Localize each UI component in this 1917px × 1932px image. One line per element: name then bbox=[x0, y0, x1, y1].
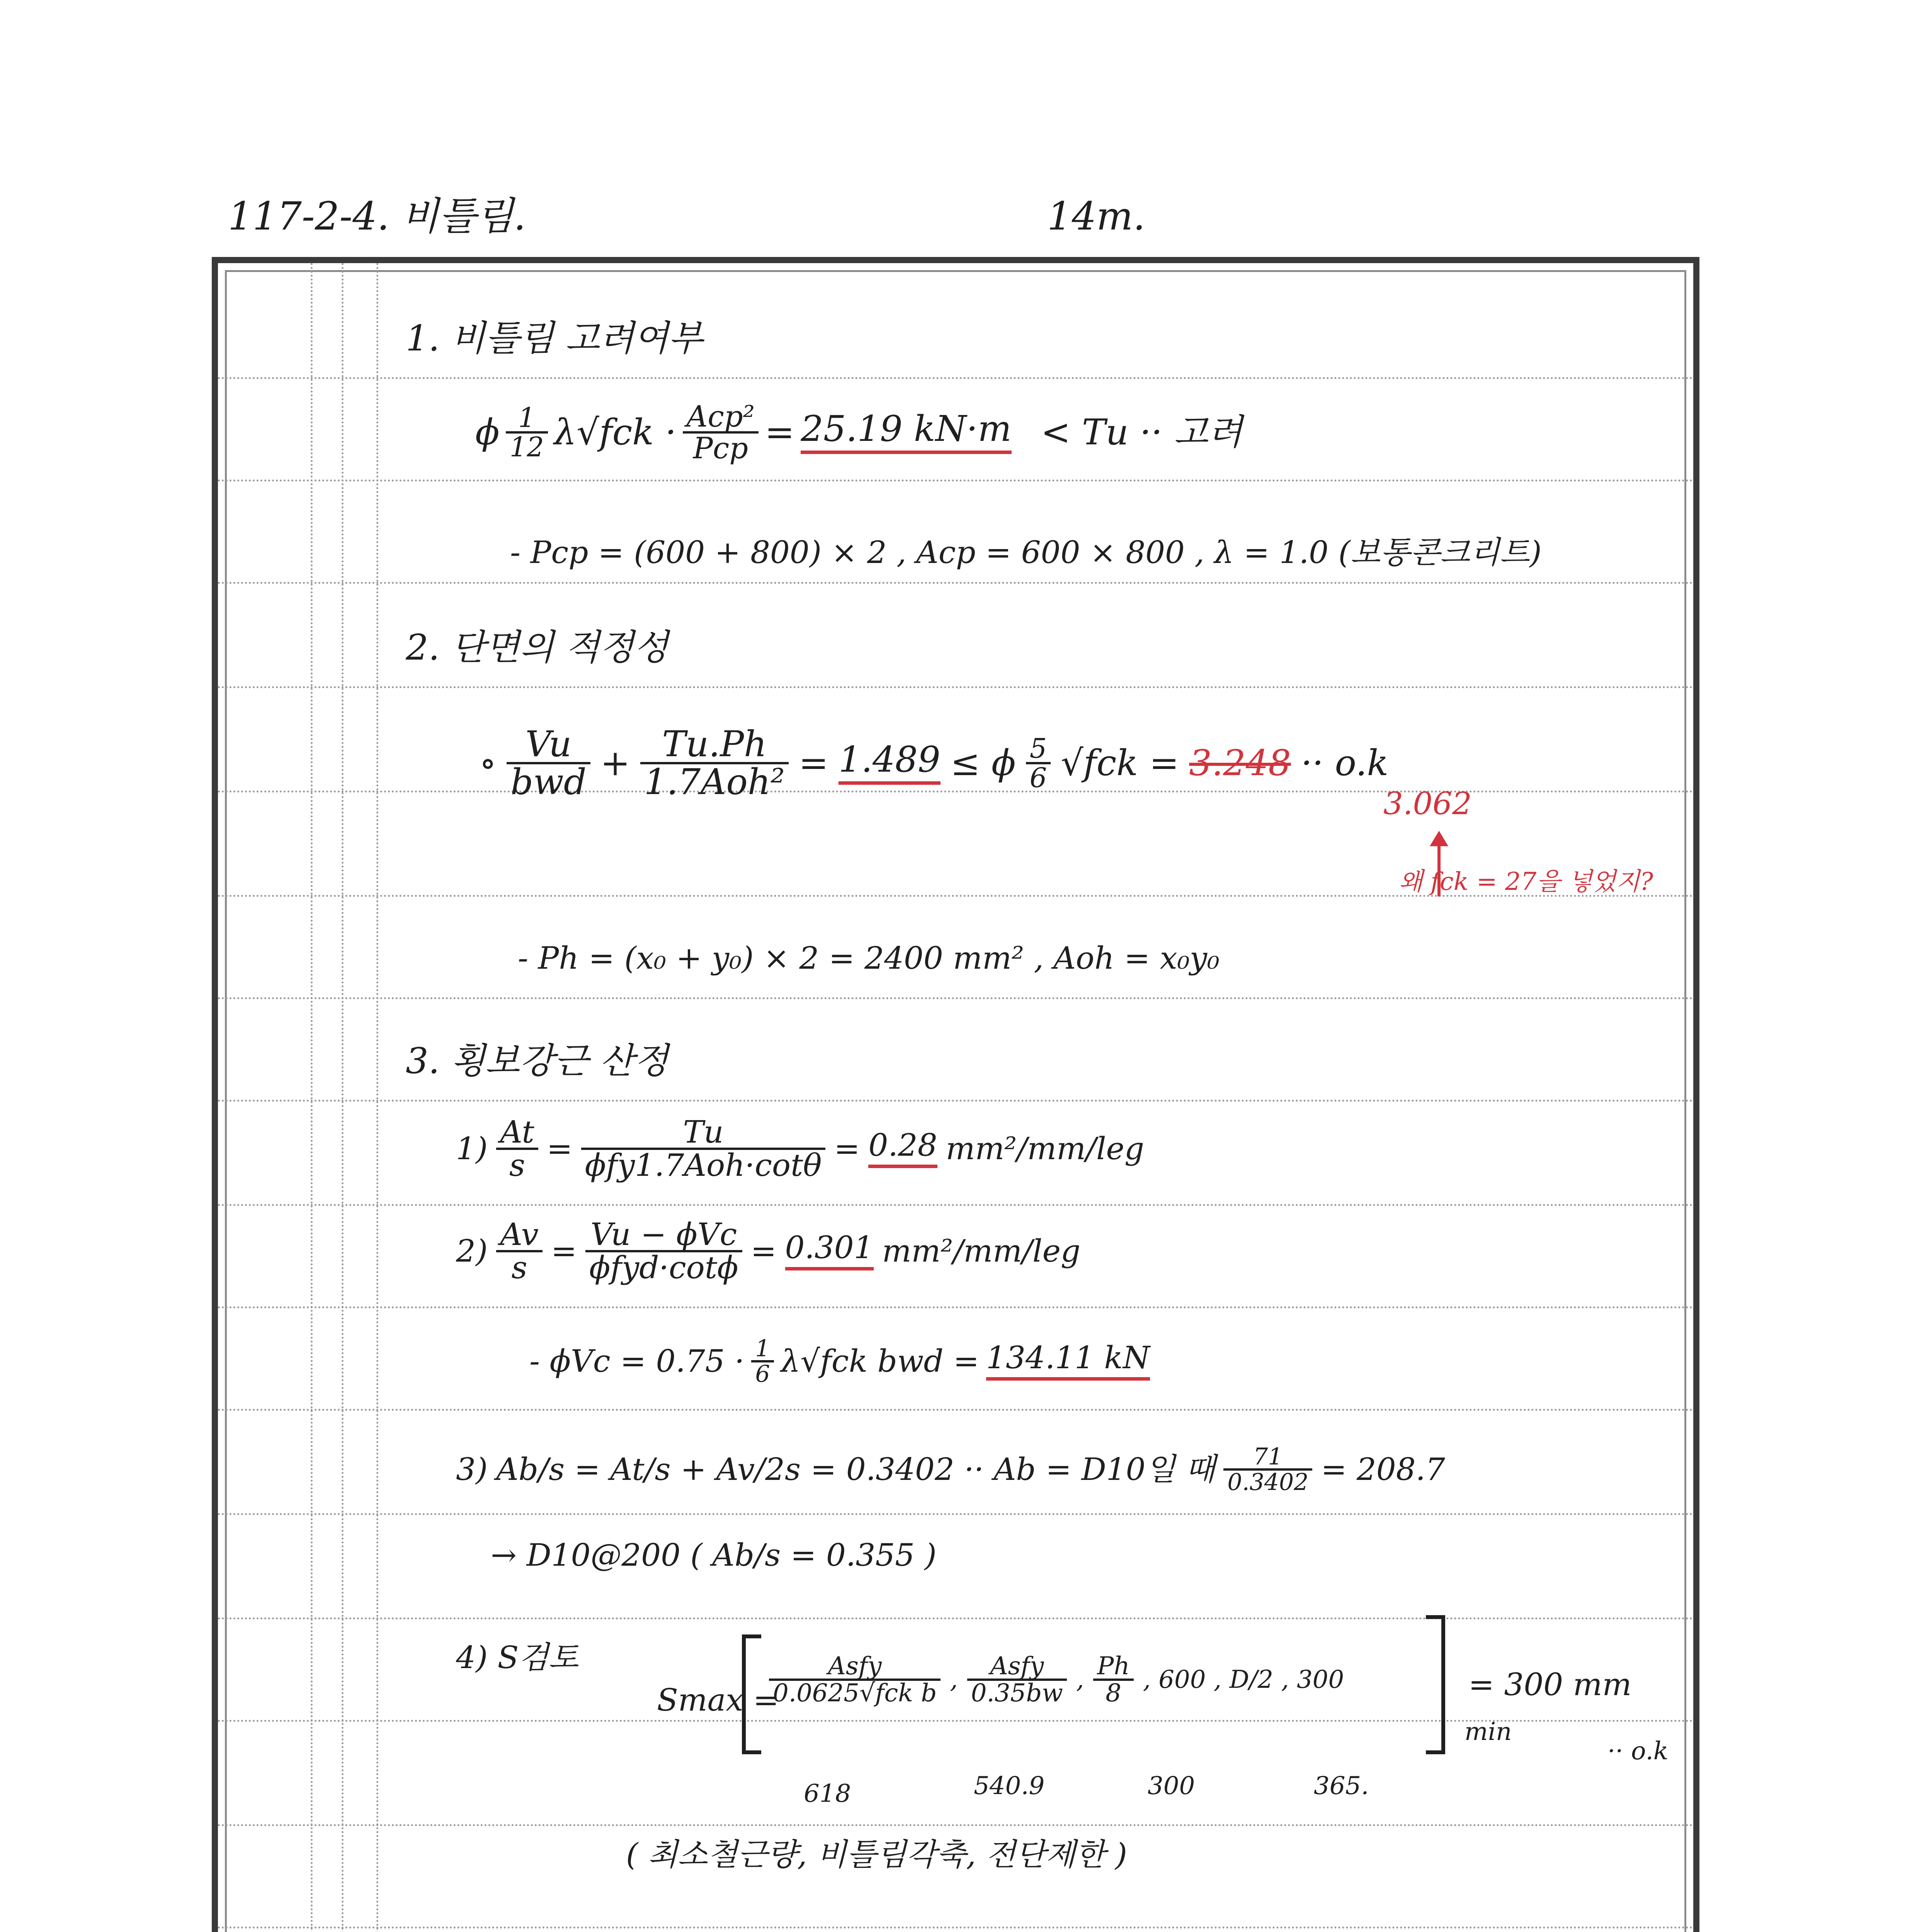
reviewer-note: 왜 fck = 27을 넣었지? bbox=[1399, 867, 1653, 896]
result-value: 1.489 bbox=[839, 742, 940, 785]
ruled-line bbox=[218, 1513, 1693, 1515]
step-number: 2) bbox=[456, 1233, 488, 1269]
fraction: $\frac{At}{s}$ bbox=[496, 1117, 538, 1181]
step-number: 4) S검토 bbox=[456, 1639, 578, 1675]
formula-text: Smax = bbox=[657, 1682, 779, 1718]
fraction: $\frac{Tu}{\text{ϕfy1.7Aoh·cotθ}}$ bbox=[581, 1117, 826, 1181]
ruled-line bbox=[218, 686, 1693, 688]
step-number: 1) bbox=[456, 1131, 488, 1167]
fraction: $\frac{Tu.Ph}{\text{1.7Aoh²}}$ bbox=[640, 726, 789, 800]
result-value: 0.28 bbox=[868, 1130, 937, 1168]
plus-sign: + bbox=[600, 742, 630, 784]
section-heading: 2. 단면의 적정성 bbox=[406, 627, 668, 668]
ok-mark: ·· o.k bbox=[1301, 742, 1389, 784]
fraction: $\frac{Vu}{\text{bwd}}$ bbox=[507, 726, 590, 800]
bracket-right bbox=[1426, 1615, 1445, 1754]
step-number: 3) bbox=[456, 1451, 488, 1487]
ruled-line bbox=[218, 1409, 1693, 1411]
unit-label: mm²/mm/leg bbox=[882, 1233, 1081, 1269]
formula-text: Ab/s = At/s + Av/2s = 0.3402 ·· Ab = D10일 때 bbox=[496, 1451, 1215, 1487]
corrected-value: 3.062 bbox=[1383, 786, 1472, 821]
fraction: $\frac{Ph}{8}$ bbox=[1093, 1654, 1133, 1706]
fraction: $\frac{Av}{s}$ bbox=[496, 1219, 543, 1283]
formula-text: , 600 , D/2 , 300 bbox=[1143, 1665, 1344, 1694]
fraction: $\frac{5}{6}$ bbox=[1026, 735, 1051, 791]
formula-perimeter: - Ph = (x₀ + y₀) × 2 = 2400 mm² , Aoh = x₀y₀ bbox=[518, 940, 1220, 976]
formula-text: ≤ ϕ bbox=[950, 742, 1016, 784]
ruled-line bbox=[218, 1617, 1693, 1619]
fraction: $\frac{\text{Asfy}}{\text{0.0625√fck b}}$ bbox=[769, 1654, 941, 1706]
ruled-line bbox=[218, 1100, 1693, 1102]
fraction: $\frac{\text{Acp²}}{\text{Pcp}}$ bbox=[683, 402, 759, 463]
result-value: = 300 mm bbox=[1468, 1667, 1632, 1702]
result-value: = 208.7 bbox=[1321, 1451, 1445, 1487]
ruled-line bbox=[218, 377, 1693, 379]
fraction: $\frac{\text{Vu − ϕVc}}{\text{ϕfyd·cotϕ}}$ bbox=[585, 1219, 742, 1283]
ruled-line bbox=[218, 1927, 1693, 1929]
margin-line bbox=[342, 263, 344, 1932]
result-value: 25.19 kN·m bbox=[801, 411, 1011, 454]
comparison-text: < Tu ·· 고려 bbox=[1041, 412, 1243, 453]
value-label: 365. bbox=[1314, 1772, 1369, 1800]
formula-text: λ√fck · bbox=[554, 412, 677, 453]
equals-sign: = bbox=[799, 742, 829, 784]
formula-text: √fck = bbox=[1061, 742, 1179, 784]
equals-sign: = bbox=[834, 1131, 860, 1167]
value-label: 300 bbox=[1148, 1772, 1195, 1800]
ok-mark: ·· o.k bbox=[1607, 1737, 1669, 1765]
formula-text: λ√fck bwd = bbox=[781, 1343, 979, 1379]
ruled-line bbox=[218, 480, 1693, 481]
ruled-line bbox=[218, 1204, 1693, 1206]
equals-sign: = bbox=[750, 1233, 777, 1269]
formula-text: - ϕVc = 0.75 · bbox=[529, 1343, 745, 1379]
formula-at-s bbox=[456, 1114, 1145, 1183]
equals-sign: = bbox=[551, 1233, 577, 1269]
spacing-selection: → D10@200 ( Ab/s = 0.355 ) bbox=[491, 1537, 937, 1573]
comma: , bbox=[1076, 1665, 1084, 1694]
phi-symbol: ϕ bbox=[475, 412, 500, 453]
margin-line bbox=[376, 263, 378, 1932]
section-heading: 3. 횡보강근 산정 bbox=[406, 1040, 668, 1082]
ruled-line bbox=[218, 997, 1693, 999]
smax-terms bbox=[769, 1654, 1344, 1706]
ruled-line bbox=[218, 1824, 1693, 1826]
equals-sign: = bbox=[546, 1131, 573, 1167]
bullet: ∘ bbox=[479, 742, 497, 784]
score-label: 14m. bbox=[1047, 194, 1145, 239]
ruled-line bbox=[218, 1306, 1693, 1308]
struck-value: 3.248 bbox=[1189, 742, 1291, 784]
unit-label: mm²/mm/leg bbox=[946, 1131, 1145, 1167]
formula-av-s bbox=[456, 1216, 1081, 1286]
ruled-line bbox=[218, 582, 1693, 584]
problem-number: 117-2-4. 비틀림. bbox=[228, 194, 526, 239]
fraction: $\frac{1}{12}$ bbox=[506, 404, 548, 461]
result-value: 0.301 bbox=[785, 1232, 874, 1270]
value-label: 618 bbox=[804, 1779, 851, 1808]
formula-ab-s bbox=[456, 1445, 1445, 1494]
value-label: 540.9 bbox=[974, 1772, 1045, 1800]
fraction: $\frac{\text{Asfy}}{0.35bw}$ bbox=[967, 1654, 1067, 1706]
bracket-left bbox=[742, 1634, 761, 1754]
formula-section-adequacy bbox=[479, 723, 1389, 803]
formula-definitions: - Pcp = (600 + 800) × 2 , Acp = 600 × 800 , λ = 1.0 (보통콘크리트) bbox=[510, 534, 1542, 570]
equals-sign: = bbox=[765, 412, 795, 453]
fraction: $\frac{1}{6}$ bbox=[751, 1337, 774, 1386]
formula-torsion-threshold bbox=[475, 399, 1243, 465]
fraction: $\frac{71}{0.3402}$ bbox=[1223, 1445, 1312, 1494]
formula-phi-vc bbox=[529, 1337, 1150, 1386]
comma: , bbox=[950, 1665, 958, 1694]
smax-note: ( 최소철근량, 비틀림각축, 전단제한 ) bbox=[626, 1837, 1127, 1872]
section-heading: 1. 비틀림 고려여부 bbox=[406, 318, 703, 359]
margin-line bbox=[311, 263, 313, 1932]
min-subscript: min bbox=[1465, 1718, 1512, 1746]
result-value: 134.11 kN bbox=[986, 1342, 1150, 1381]
